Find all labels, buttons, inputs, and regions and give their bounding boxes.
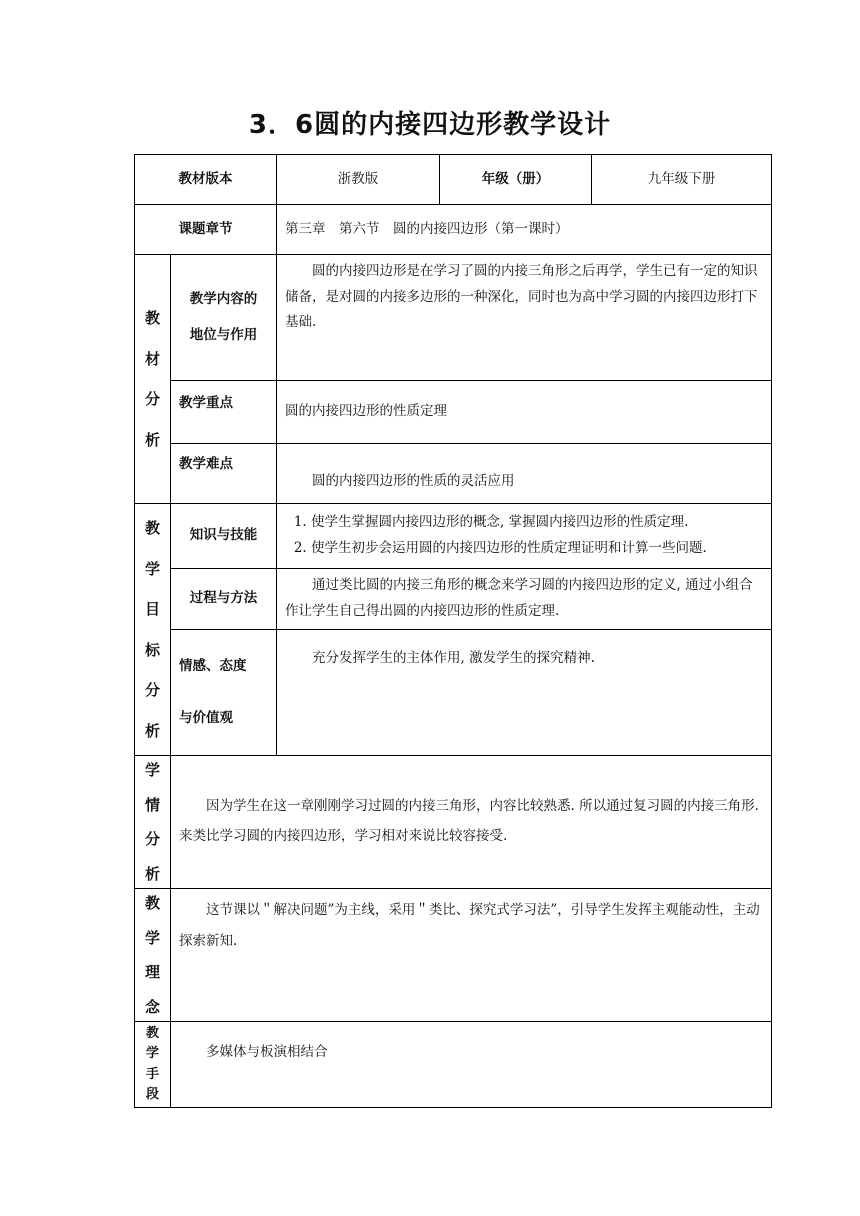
group-char: 学 [144, 928, 160, 947]
group-char: 教 [144, 519, 160, 537]
group-char: 学 [144, 761, 160, 779]
group-char: 教 [144, 894, 160, 912]
group-char: 目 [144, 600, 160, 618]
knowledge-list-cell [277, 504, 772, 569]
key-point-label: 教学重点 [171, 381, 277, 444]
grade-value: 九年级下册 [592, 155, 772, 205]
knowledge-label: 知识与技能 [171, 504, 277, 569]
position-label [171, 255, 277, 381]
position-text: 圆的内接四边形是在学习了圆的内接三角形之后再学，学生已有一定的知识储备，是对圆的内接多边形的一种深化，同时也为高中学习圆的内接四边形打下基础. [277, 255, 772, 381]
group-char: 教 [145, 1026, 159, 1042]
group-char: 析 [144, 430, 160, 449]
group-char: 分 [144, 390, 160, 408]
row-teaching-philosophy [135, 889, 772, 1022]
group-char: 段 [145, 1086, 159, 1102]
group-char: 情 [144, 795, 160, 814]
philosophy-label [135, 889, 171, 1022]
row-edition [135, 155, 772, 205]
group-char: 分 [144, 830, 160, 848]
difficulty-text: 圆的内接四边形的性质的灵活应用 [277, 444, 772, 504]
list-item: 1. 使学生掌握圆内接四边形的概念, 掌握圆内接四边形的性质定理. [311, 510, 763, 536]
row-emotion [135, 630, 772, 756]
row-material-position [135, 255, 772, 381]
group-char: 手 [145, 1066, 159, 1082]
group-char: 学 [144, 559, 160, 578]
key-point-text: 圆的内接四边形的性质定理 [277, 381, 772, 444]
group-char: 析 [144, 721, 160, 740]
group-char: 念 [144, 997, 160, 1016]
group-char: 教 [144, 309, 160, 327]
row-difficulty [135, 444, 772, 504]
row-process [135, 569, 772, 630]
philosophy-text: 这节课以＂解决问题”为主线，采用＂类比、探究式学习法”，引导学生发挥主观能动性，主动探索新知. [171, 889, 772, 1022]
emotion-label [171, 630, 277, 756]
student-analysis-label [135, 756, 171, 889]
row-student-analysis [135, 756, 772, 889]
means-label [135, 1022, 171, 1108]
process-text: 通过类比圆的内接三角形的概念来学习圆的内接四边形的定义, 通过小组合作让学生自己得出圆的内接四边形的性质定理. [277, 569, 772, 630]
row-teaching-means [135, 1022, 772, 1108]
difficulty-label: 教学难点 [171, 444, 277, 504]
goal-analysis-label [135, 504, 171, 756]
list-item: 2. 使学生初步会运用圆的内接四边形的性质定理证明和计算一些问题. [311, 536, 763, 562]
emotion-label-line: 情感、态度 [179, 658, 247, 675]
row-knowledge [135, 504, 772, 569]
edition-value: 浙教版 [277, 155, 440, 205]
position-label-line: 地位与作用 [189, 326, 258, 343]
means-text: 多媒体与板演相结合 [171, 1022, 772, 1108]
row-key-point [135, 381, 772, 444]
chapter-value: 第三章 第六节 圆的内接四边形（第一课时） [277, 205, 772, 255]
group-char: 析 [144, 864, 160, 883]
emotion-label-line: 与价值观 [179, 709, 233, 726]
grade-label: 年级（册） [440, 155, 592, 205]
edition-label: 教材版本 [135, 155, 277, 205]
group-char: 学 [145, 1046, 159, 1062]
group-char: 标 [144, 640, 160, 659]
chapter-label: 课题章节 [135, 205, 277, 255]
page-title: 3．6圆的内接四边形教学设计 [248, 110, 612, 140]
row-chapter [135, 205, 772, 255]
material-analysis-label [135, 255, 171, 504]
knowledge-list [285, 510, 763, 561]
group-char: 材 [144, 349, 160, 368]
student-analysis-text: 因为学生在这一章刚刚学习过圆的内接三角形，内容比较熟悉. 所以通过复习圆的内接三角形. 来类比学习圆的内接四边形，学习相对来说比较容接受. [171, 756, 772, 889]
position-label-line: 教学内容的 [189, 291, 258, 308]
group-char: 分 [144, 681, 160, 699]
lesson-plan-table [134, 154, 772, 1108]
group-char: 理 [144, 963, 160, 981]
emotion-text: 充分发挥学生的主体作用, 激发学生的探究精神. [277, 630, 772, 756]
process-label: 过程与方法 [171, 569, 277, 630]
